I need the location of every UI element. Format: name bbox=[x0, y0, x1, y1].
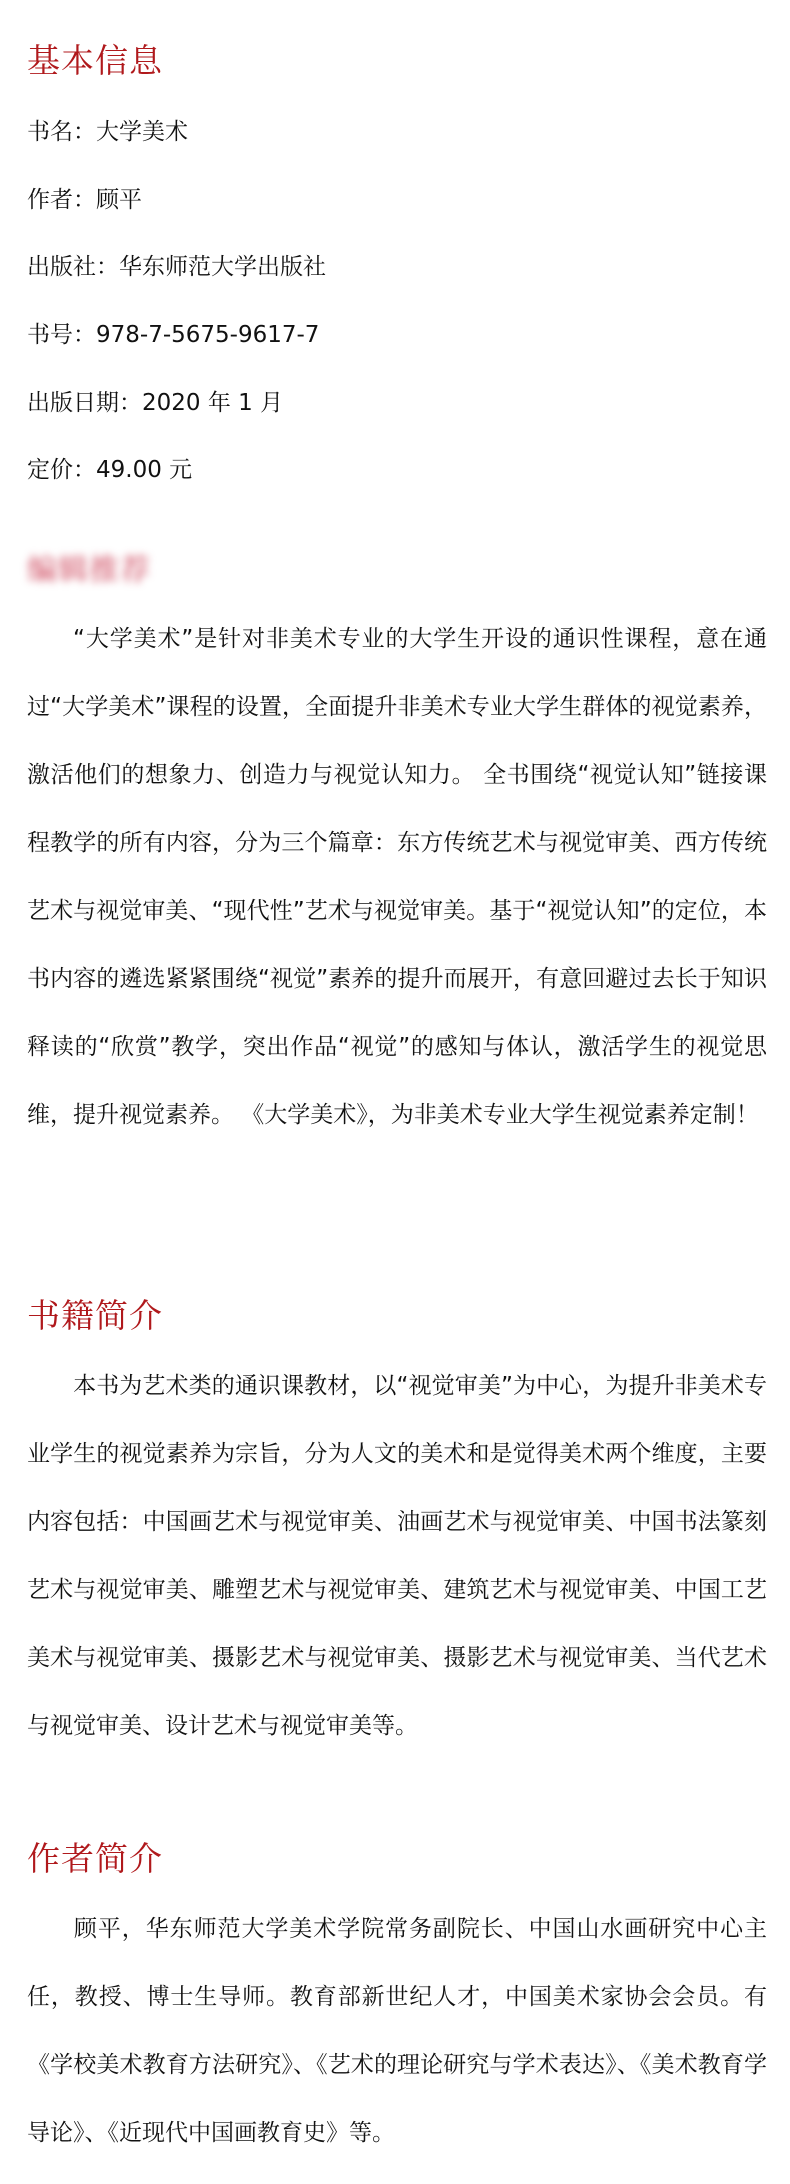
editor-recommendation-text bbox=[27, 605, 767, 1149]
book-intro-heading: 书籍简介 bbox=[27, 1296, 163, 1335]
book-title-field: 书名：大学美术 bbox=[27, 119, 188, 145]
price-field: 定价：49.00 元 bbox=[27, 457, 193, 483]
author-intro-text bbox=[27, 1895, 767, 2167]
editor-recommendation-heading: 编辑推荐 bbox=[27, 553, 151, 588]
author-intro-heading: 作者简介 bbox=[27, 1839, 163, 1878]
book-intro-body: 本书为艺术类的通识课教材，以“视觉审美”为中心，为提升非美术专业学生的视觉素养为宗旨，分为人文的美术和是觉得美术两个维度，主要内容包括：中国画艺术与视觉审美、油画艺术与视觉审美、中国书法篆刻艺术与视觉审美、雕塑艺术与视觉审美、建筑艺术与视觉审美、中国工艺美术与视觉审美、摄影艺术与视觉审美、摄影艺术与视觉审美、当代艺术与视觉审美、设计艺术与视觉审美等。 bbox=[27, 1373, 767, 1739]
basic-info-heading: 基本信息 bbox=[27, 41, 163, 80]
book-intro-text bbox=[27, 1352, 767, 1760]
publish-date-field: 出版日期：2020 年 1 月 bbox=[27, 390, 284, 416]
publisher-field: 出版社：华东师范大学出版社 bbox=[27, 254, 326, 280]
editor-recommendation-body: “大学美术”是针对非美术专业的大学生开设的通识性课程，意在通过“大学美术”课程的设置，全面提升非美术专业大学生群体的视觉素养，激活他们的想象力、创造力与视觉认知力。 全书围绕“视觉认知”链接课程教学的所有内容，分为三个篇章：东方传统艺术与视觉审美、西方传统艺术与视觉审美、“现代性”艺术与视觉审美。基于“视觉认知”的定位，本书内容的遴选紧紧围绕“视觉”素养的提升而展开，有意回避过去长于知识释读的“欣赏”教学，突出作品“视觉”的感知与体认，激活学生的视觉思维，提升视觉素养。 《大学美术》，为非美术专业大学生视觉素养定制！ bbox=[27, 626, 767, 1128]
isbn-field: 书号：978-7-5675-9617-7 bbox=[27, 322, 320, 348]
author-field: 作者：顾平 bbox=[27, 187, 142, 213]
author-intro-body: 顾平，华东师范大学美术学院常务副院长、中国山水画研究中心主任，教授、博士生导师。教育部新世纪人才，中国美术家协会会员。有《学校美术教育方法研究》、《艺术的理论研究与学术表达》、《美术教育学导论》、《近现代中国画教育史》等。 bbox=[27, 1916, 767, 2146]
